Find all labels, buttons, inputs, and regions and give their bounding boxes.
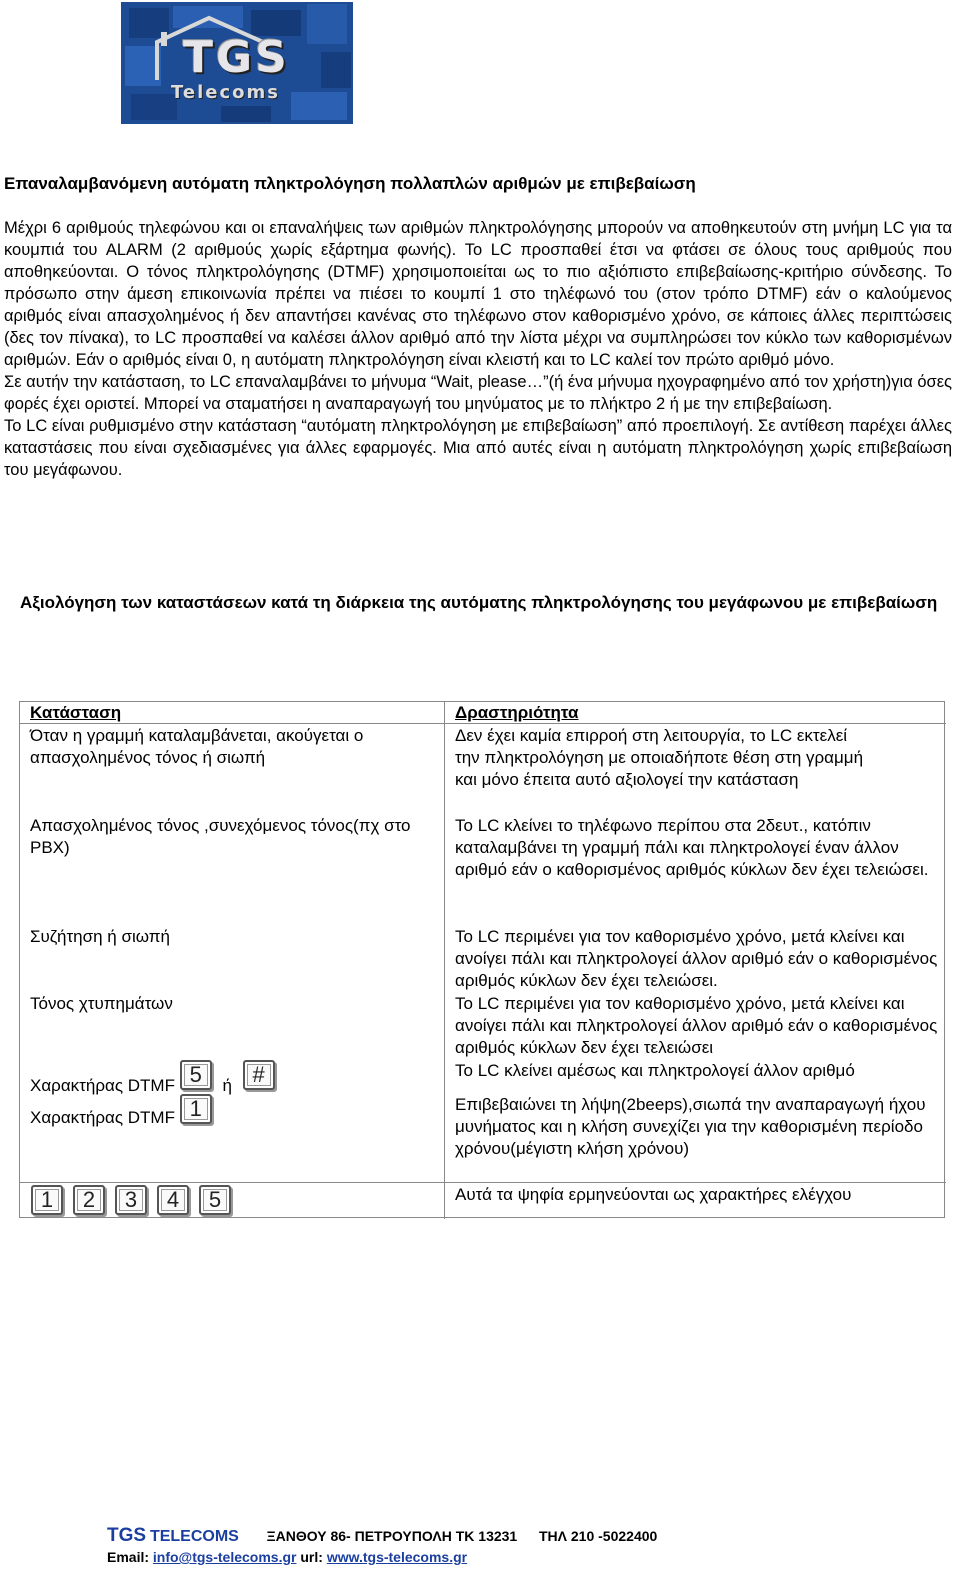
footer-email-link[interactable]: info@tgs-telecoms.gr [152, 1549, 297, 1565]
footer-brand-telecoms: TELECOMS [149, 1528, 239, 1545]
key-1-icon: 1 [180, 1094, 212, 1124]
or-label: ή [222, 1076, 232, 1096]
table-cell-state [30, 1060, 435, 1096]
page-title: Επαναλαμβανόμενη αυτόματη πληκτρολόγηση πολλαπλών αριθμών με επιβεβαίωση [4, 174, 696, 193]
footer-line-1 [107, 1525, 657, 1547]
control-keys [31, 1185, 241, 1215]
footer-line-2 [107, 1549, 467, 1565]
key-4-icon: 4 [157, 1185, 189, 1215]
table-cell-action: Το LC κλείνει αμέσως και πληκτρολογεί άλλον αριθμό [455, 1061, 855, 1080]
footer-phone: ΤΗΛ 210 -5022400 [539, 1528, 658, 1544]
body-text [4, 217, 952, 481]
footer-url-label: url: [300, 1549, 323, 1565]
key-5-icon: 5 [199, 1185, 231, 1215]
logo-text-telecoms: Telecoms [171, 82, 280, 103]
section-heading: Αξιολόγηση των καταστάσεων κατά τη διάρκεια της αυτόματης πληκτρολόγησης του μεγάφωνου με επιβεβαίωση [20, 593, 938, 612]
table-cell-action: Το LC περιμένει για τον καθορισμένο χρόνο, μετά κλείνει και ανοίγει πάλι και πληκτρολογεί άλλον αριθμό εάν ο καθορισμένος αριθμός κύκλων δεν έχει τελειώσει [455, 994, 938, 1057]
logo-text-tgs: TGS [183, 32, 290, 83]
dtmf-label: Χαρακτήρας DTMF [30, 1108, 175, 1128]
table-cell-action: Το LC κλείνει το τηλέφωνο περίπου στα 2δευτ., κατόπιν καταλαμβάνει τη γραμμή πάλι και πληκτρολογεί έναν άλλον αριθμό εάν ο καθορισμένος αριθμός κύκλων δεν έχει τελειώσει. [455, 816, 929, 879]
table-cell-action: Το LC περιμένει για τον καθορισμένο χρόνο, μετά κλείνει και ανοίγει πάλι και πληκτρολογεί άλλον αριθμό εάν ο καθορισμένος αριθμός κύκλων δεν έχει τελειώσει. [455, 927, 938, 990]
paragraph: Μέχρι 6 αριθμούς τηλεφώνου και οι επαναλήψεις των αριθμών πληκτρολόγησης μπορούν να αποθηκευτούν στη μνήμη LC για τα κουμπιά του ALARM (2 αριθμούς χωρίς εξάρτημα φωνής). Το LC προσπαθεί έτσι να φτάσει σε όλους τους αριθμούς που αποθηκεύονται. Ο τόνος πληκτρολόγησης (DTMF) χρησιμοποιείται ως το πιο αξιόπιστο επιβεβαίωσης-κριτήριο σύνδεσης. Το πρόσωπο στην άμεση επικοινωνία πρέπει να πιέσει το κουμπί 1 στο τηλέφωνό του (στον τρόπο DTMF) εάν ο καλούμενος αριθμός είναι απασχολημένος ή δεν απαντήσει κανένας στο τηλέφωνο στον καθορισμένο χρόνο, σε κάποιες άλλες περιπτώσεις (δες τον πίνακα), το LC προσπαθεί να καλέσει άλλον αριθμό από την λίστα μέχρι να συμπληρώσει τον κύκλο των καθορισμένων αριθμών. Εάν ο αριθμός είναι 0, η αυτόματη πληκτρολόγηση είναι κλειστή και το LC καλεί τον πρώτο αριθμό μόνο. [4, 219, 952, 369]
table-cell-state: Συζήτηση ή σιωπή [30, 927, 170, 946]
table-cell-state: Τόνος χτυπημάτων [30, 994, 173, 1013]
key-1-icon: 1 [31, 1185, 63, 1215]
table-cell-action: Αυτά τα ψηφία ερμηνεύονται ως χαρακτήρες ελέγχου [455, 1185, 852, 1204]
table-cell-state [30, 1094, 435, 1128]
table-cell-action: Επιβεβαιώνει τη λήψη(2beeps),σιωπά την αναπαραγωγή ήχου μυνήματος και η κλήση συνεχίζει για την καθορισμένη περίοδο χρόνου(μέγιστη κλήση χρόνου) [455, 1095, 926, 1158]
table-cell-state: Απασχολημένος τόνος ,συνεχόμενος τόνος(πχ στο PBX) [30, 816, 411, 857]
footer-email-label: Email: [107, 1549, 150, 1565]
table-cell-state: Όταν η γραμμή καταλαμβάνεται, ακούγεται ο απασχολημένος τόνος ή σιωπή [30, 726, 364, 767]
table-header-state: Κατάσταση [30, 703, 122, 722]
table-header-action: Δραστηριότητα [455, 703, 579, 722]
table-column-divider [444, 701, 445, 1219]
table-row-divider [19, 1182, 946, 1183]
key-5-icon: 5 [180, 1060, 212, 1090]
company-logo [121, 2, 353, 124]
table-cell-action: Δεν έχει καμία επιρροή στη λειτουργία, το LC εκτελεί την πληκτρολόγηση με οποιαδήποτε θέση στη γραμμή και μόνο έπειτα αυτό αξιολογεί την κατάσταση [455, 726, 864, 789]
footer-url-link[interactable]: www.tgs-telecoms.gr [326, 1549, 468, 1565]
footer-brand-tgs: TGS [107, 1525, 147, 1546]
key-hash-icon: # [243, 1060, 275, 1090]
key-3-icon: 3 [115, 1185, 147, 1215]
paragraph: Το LC είναι ρυθμισμένο στην κατάσταση “αυτόματη πληκτρολόγηση με επιβεβαίωση” από προεπιλογή. Σε αντίθεση παρέχει άλλες καταστάσεις που είναι σχεδιασμένες για άλλες εφαρμογές. Μια από αυτές είναι η αυτόματη πληκτρολόγηση χωρίς επιβεβαίωση του μεγάφωνου. [4, 417, 952, 479]
dtmf-label: Χαρακτήρας DTMF [30, 1076, 175, 1096]
footer-address: ΞΑΝΘΟΥ 86- ΠΕΤΡΟΥΠΟΛΗ ΤΚ 13231 [266, 1528, 518, 1544]
paragraph: Σε αυτήν την κατάσταση, το LC επαναλαμβάνει το μήνυμα “Wait, please…”(ή ένα μήνυμα ηχογραφημένο από τον χρήστη)για όσες φορές έχει οριστεί. Μπορεί να σταματήσει η αναπαραγωγή του μηνύματος με το πλήκτρο 2 ή με την επιβεβαίωση. [4, 373, 952, 413]
key-2-icon: 2 [73, 1185, 105, 1215]
